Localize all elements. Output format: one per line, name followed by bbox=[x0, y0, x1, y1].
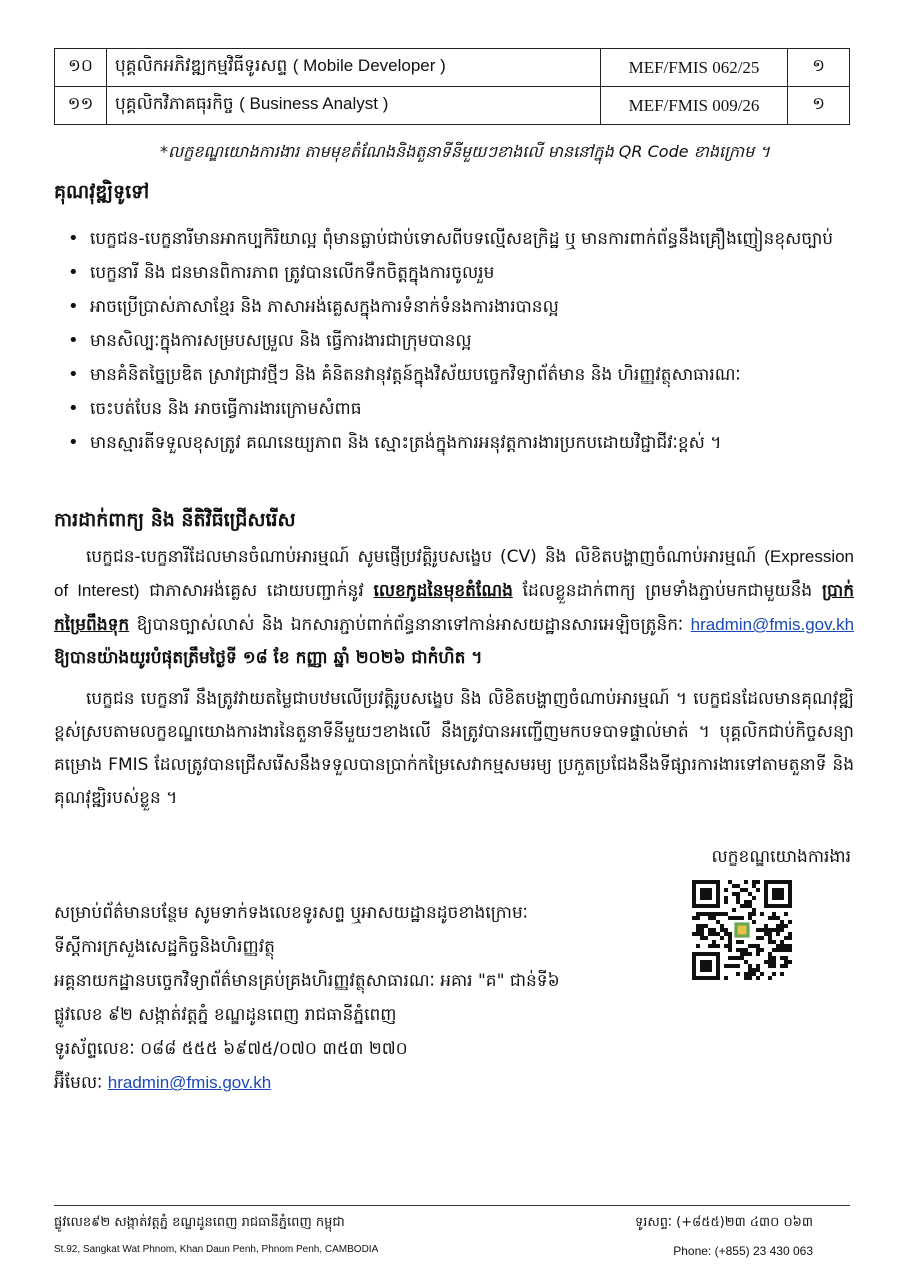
deadline-text: ឱ្យបានយ៉ាងយូរបំផុតត្រឹមថ្ងៃទី ១៨ ខែ កញ្ញា ឆ្នាំ ២០២៦ ជាកំហិត ។ bbox=[54, 648, 483, 668]
qr-code[interactable] bbox=[692, 880, 792, 980]
footer-phone-en: Phone: (+855) 23 430 063 bbox=[673, 1244, 813, 1258]
application-email-link[interactable]: hradmin@fmis.gov.kh bbox=[690, 615, 855, 634]
qualification-item: • មានគំនិតច្នៃប្រឌិត ស្រាវជ្រាវថ្មីៗ និង គំនិតនវានុវត្តន៍ក្នុងវិស័យបច្ចេកវិទ្យាព័ត៌មាន និង ហិរញ្ញវត្ថុសាធារណៈ bbox=[60, 358, 860, 392]
footer-divider bbox=[54, 1205, 850, 1206]
position-title: បុគ្គលិកវិភាគធុរកិច្ច ( Business Analyst ) bbox=[107, 87, 601, 125]
position-number: ១០ bbox=[55, 49, 107, 87]
position-code: MEF/FMIS 062/25 bbox=[601, 49, 788, 87]
qualification-item: • បេក្ខជន-បេក្ខនារីមានអាកប្បកិរិយាល្អ ពុំមានធ្លាប់ជាប់ទោសពីបទល្មើសឧក្រិដ្ឋ ឬ មានការពាក់ព័ន្ធនឹងគ្រឿងញៀនខុសច្បាប់ bbox=[60, 222, 860, 256]
qr-label: លក្ខខណ្ឌយោងការងារ bbox=[711, 847, 851, 867]
contact-intro: សម្រាប់ព័ត៌មានបន្ថែម សូមទាក់ទងលេខទូរសព្ទ ឬអាសយដ្ឋានដូចខាងក្រោមៈ bbox=[54, 903, 528, 923]
contact-block bbox=[54, 896, 560, 1100]
qualification-item: • ចេះបត់បែន និង អាចធ្វើការងារក្រោមសំពាធ bbox=[60, 392, 860, 426]
qualification-item: • មានសិល្បៈក្នុងការសម្របសម្រួល និង ធ្វើការងារជាក្រុមបានល្អ bbox=[60, 324, 860, 358]
contact-phone: ទូរស័ព្ទលេខៈ ០៨៨ ៥៥៥ ៦៩៧៥/០៧០ ៣៥៣ ២៧០ bbox=[54, 1039, 408, 1059]
position-row bbox=[55, 49, 850, 87]
position-count: ១ bbox=[788, 87, 850, 125]
application-heading: ការដាក់ពាក្យ និង នីតិវិធីជ្រើសរើស bbox=[54, 509, 296, 531]
footer-phone-km: ទូរសព្ទៈ (+៨៥៥)២៣ ៤៣០ ០៦៣ bbox=[634, 1215, 813, 1230]
contact-address: ផ្លូវលេខ ៩២ សង្កាត់វត្តភ្នំ ខណ្ឌដូនពេញ រាជធានីភ្នំពេញ bbox=[54, 1005, 397, 1025]
application-paragraph-2: បេក្ខជន បេក្ខនារី នឹងត្រូវវាយតម្លៃជាបឋមលើប្រវត្តិរូបសង្ខេប និង លិខិតបង្ហាញចំណាប់អារម្មណ៍ ។ បេក្ខជនដែលមានគុណវុឌ្ឍិខ្ពស់ស្របតាមលក្ខខណ្ឌយោងការងារនៃតួនាទីនីមួយៗខាងលើ នឹងត្រូវបានអញ្ជើញមកបទបាទផ្ទាល់មាត់ ។ បុគ្គលិកជាប់កិច្ចសន្យាគម្រោង FMIS ដែលត្រូវបានជ្រើសរើសនឹងទទួលបានប្រាក់កម្រៃសេវាកម្មសមរម្យ ប្រកួតប្រជែងនឹងទីផ្សារការងារទៅតាមតួនាទី និង គុណវុឌ្ឍិរបស់ខ្លួន ។ bbox=[54, 689, 854, 808]
positions-table bbox=[54, 48, 850, 125]
qualification-item: • មានស្មារតីទទួលខុសត្រូវ គណនេយ្យភាព និង ស្មោះត្រង់ក្នុងការអនុវត្តការងារប្រកបដោយវិជ្ជាជីវៈខ្ពស់ ។ bbox=[60, 426, 860, 460]
contact-ministry: ទីស្តីការក្រសួងសេដ្ឋកិច្ចនិងហិរញ្ញវត្ថុ bbox=[54, 937, 275, 957]
qualifications-heading: គុណវុឌ្ឍិទូទៅ bbox=[54, 181, 150, 203]
qualification-item: • បេក្ខនារី និង ជនមានពិការភាព ត្រូវបានលើកទឹកចិត្តក្នុងការចូលរួម bbox=[60, 256, 860, 290]
qr-note: *លក្ខខណ្ឌយោងការងារ តាមមុខតំណែងនិងតួនាទីនីមួយៗខាងលើ មាននៅក្នុង QR Code ខាងក្រោម ។ bbox=[160, 142, 770, 161]
position-title: បុគ្គលិកអភិវឌ្ឍកម្មវិធីទូរសព្ទ ( Mobile Developer ) bbox=[107, 49, 601, 87]
position-row bbox=[55, 87, 850, 125]
position-number: ១១ bbox=[55, 87, 107, 125]
contact-email-link[interactable]: hradmin@fmis.gov.kh bbox=[107, 1073, 272, 1092]
position-code: MEF/FMIS 009/26 bbox=[601, 87, 788, 125]
position-code-emphasis: លេខកូដនៃមុខតំណែង bbox=[373, 581, 513, 601]
contact-email-row: អ៊ីមែលៈ hradmin@fmis.gov.kh bbox=[54, 1073, 272, 1093]
position-count: ១ bbox=[788, 49, 850, 87]
qualifications-list bbox=[60, 222, 860, 460]
footer-address-km: ផ្លូវលេខ៩២ សង្កាត់វត្តភ្នំ ខណ្ឌដូនពេញ រាជធានីភ្នំពេញ កម្ពុជា bbox=[54, 1215, 345, 1230]
application-paragraph-1: បេក្ខជន-បេក្ខនារីដែលមានចំណាប់អារម្មណ៍ សូមផ្ញើប្រវត្តិរូបសង្ខេប (CV) និង លិខិតបង្ហាញចំណាប់អារម្មណ៍ (Expression of Interest) ជាភាសាអង់គ្លេស ដោយបញ្ជាក់នូវ លេខកូដនៃមុខតំណែង ដែលខ្លួនដាក់ពាក្យ ព្រមទាំងភ្ជាប់មកជាមួយនឹង ប្រាក់កម្រៃពឹងទុក ឱ្យបានច្បាស់លាស់ និង ឯកសារភ្ជាប់ពាក់ព័ន្ធនានាទៅកាន់អាសយដ្ឋានសារអេឡិចត្រូនិកៈ hradmin@fmis.gov.kh ឱ្យបានយ៉ាងយូរបំផុតត្រឹមថ្ងៃទី ១៨ ខែ កញ្ញា ឆ្នាំ ២០២៦ ជាកំហិត ។ bbox=[54, 547, 855, 668]
footer-address-en: St.92, Sangkat Wat Phnom, Khan Daun Penh, Phnom Penh, CAMBODIA bbox=[54, 1244, 379, 1255]
expected-salary-emphasis: ប្រាក់កម្រៃពឹងទុក bbox=[54, 581, 854, 635]
contact-department: អគ្គនាយកដ្ឋានបច្ចេកវិទ្យាព័ត៌មានគ្រប់គ្រងហិរញ្ញវត្ថុសាធារណៈ អគារ "គ" ជាន់ទី៦ bbox=[54, 971, 560, 991]
qualification-item: • អាចប្រើប្រាស់ភាសាខ្មែរ និង ភាសាអង់គ្លេសក្នុងការទំនាក់ទំនងការងារបានល្អ bbox=[60, 290, 860, 324]
